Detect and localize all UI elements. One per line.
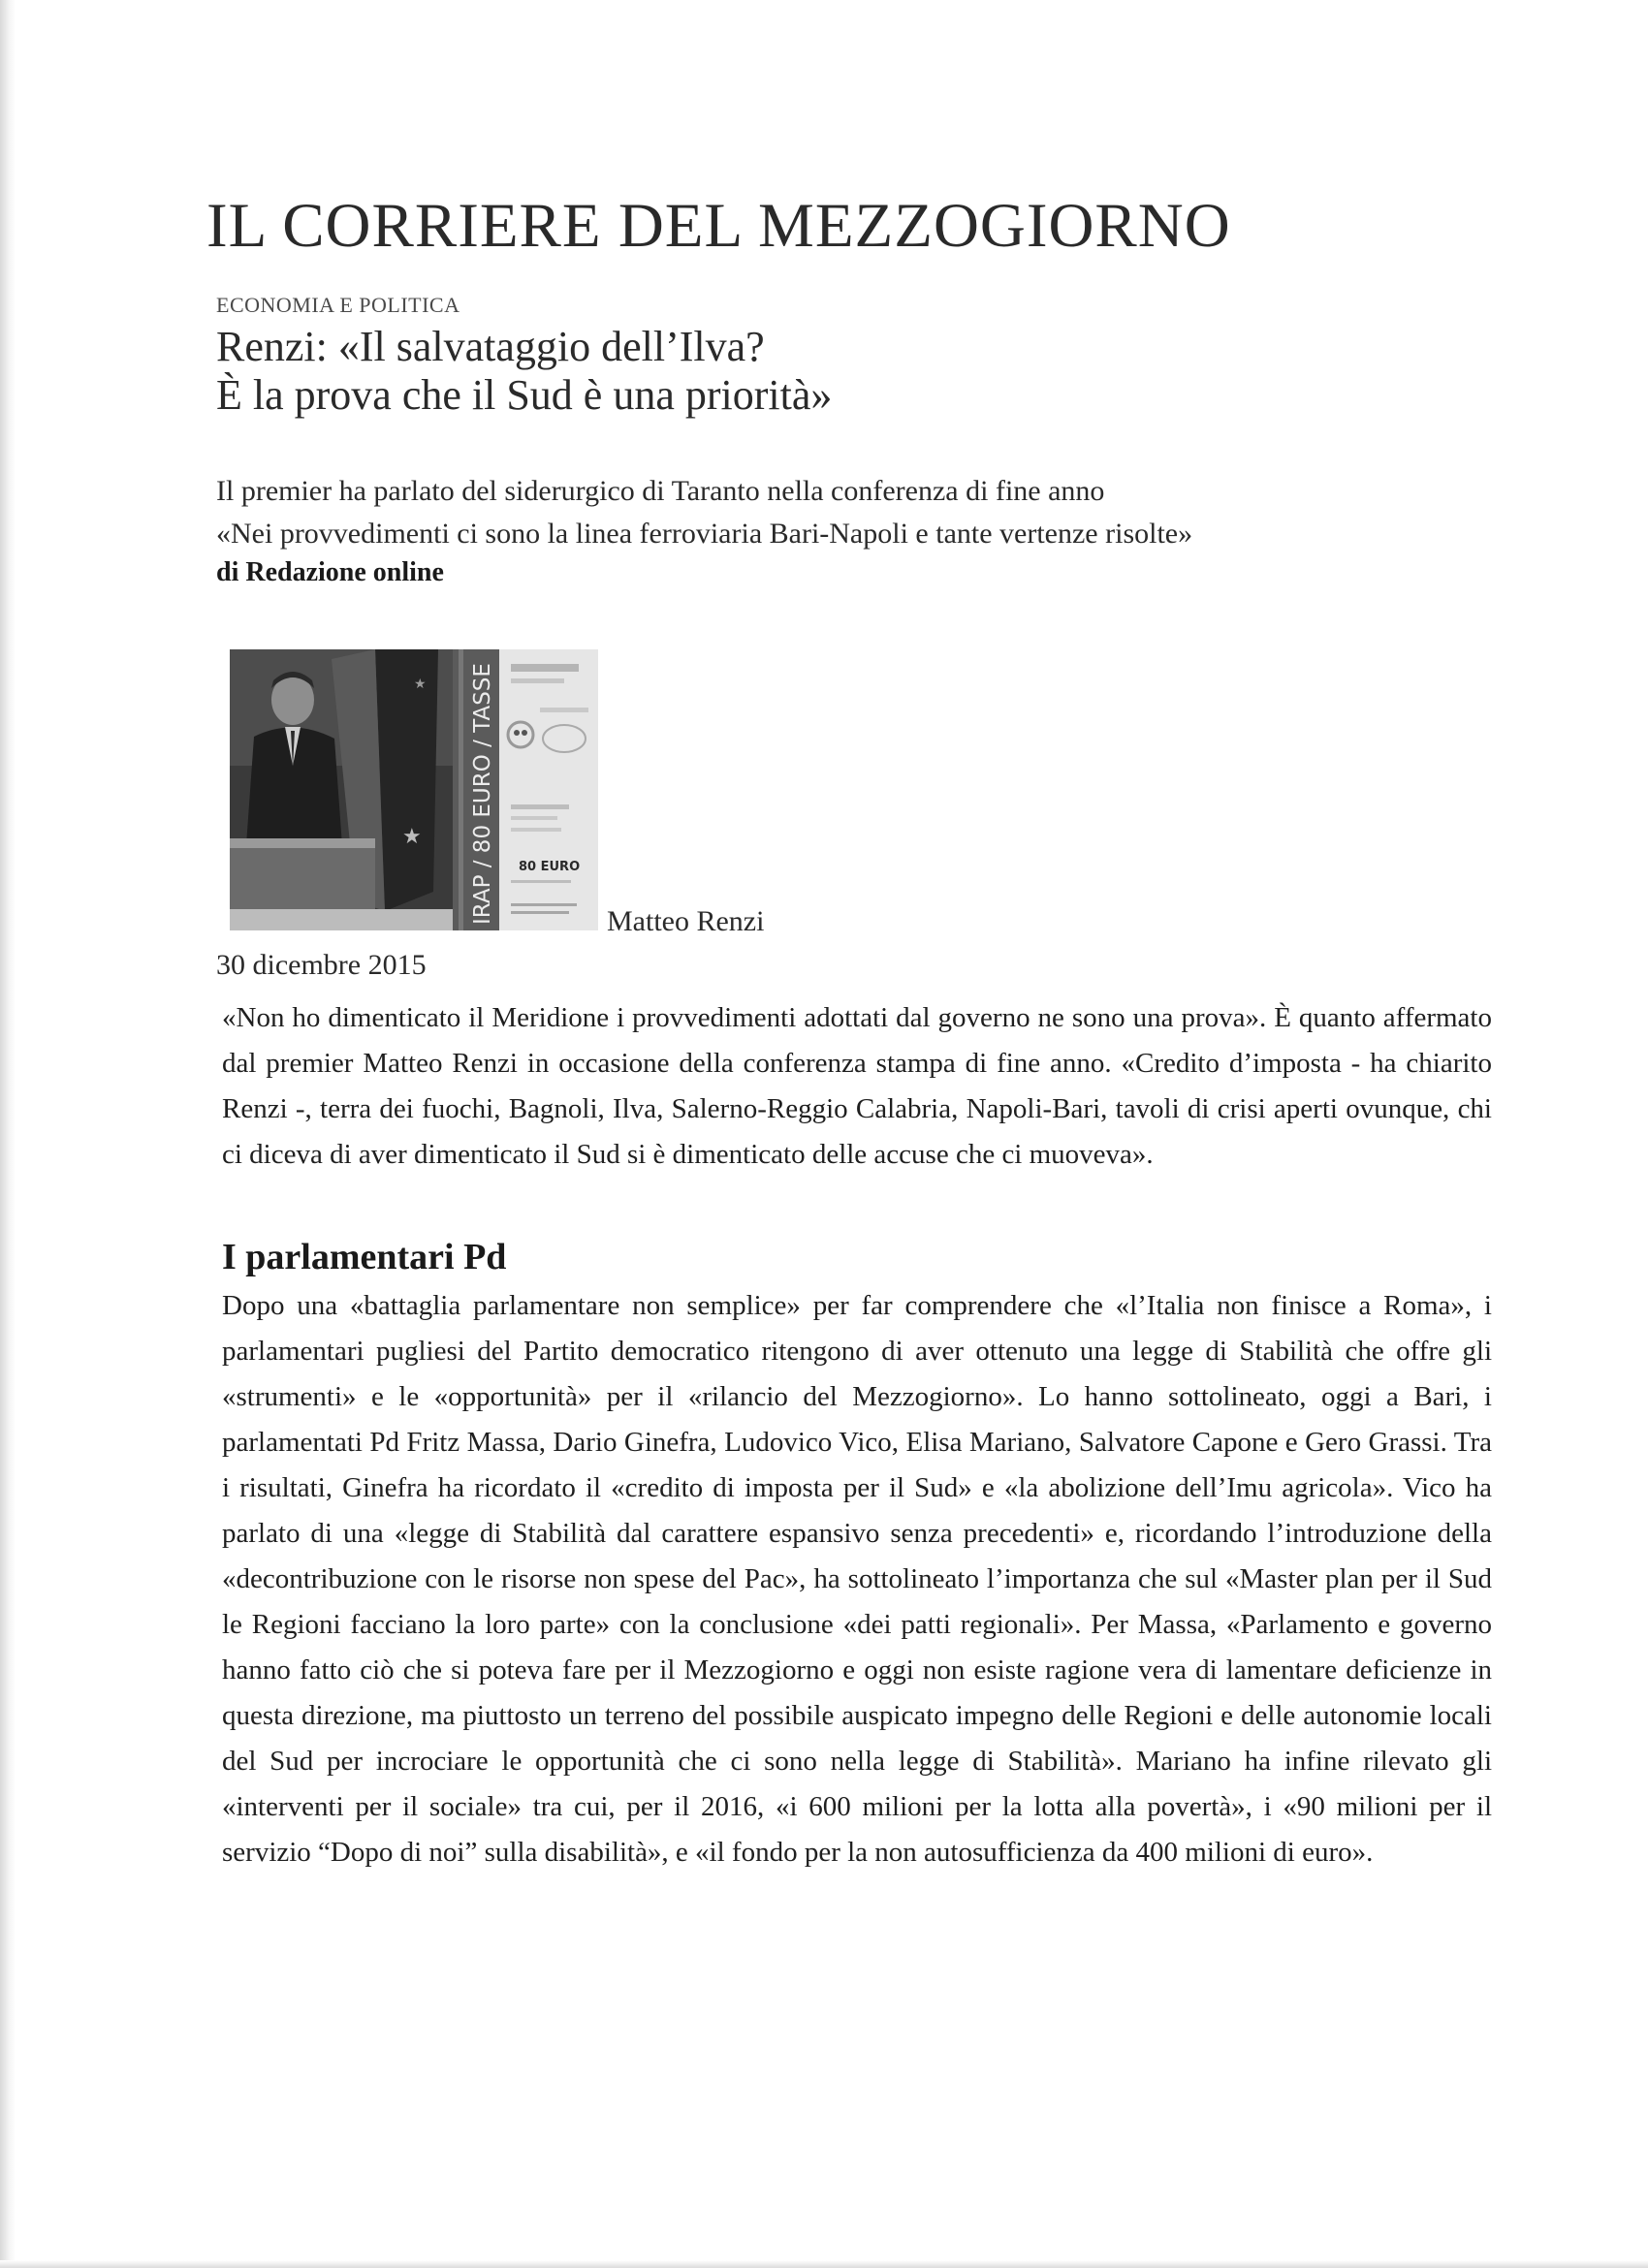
subtitle-line-1: Il premier ha parlato del siderurgico di Taranto nella conferenza di fine anno bbox=[216, 475, 1105, 507]
paragraph-1: «Non ho dimenticato il Meridione i provvedimenti adottati dal governo ne sono una prova». È quanto affermato dal premier Matteo Renzi in occasione della conferenza stampa di fine anno. «Credito d’imposta - ha chiarito Renzi -, terra dei fuochi, Bagnoli, Ilva, Salerno-Reggio Calabria, Napoli-Bari, tavoli di crisi aperti ovunque, chi ci diceva di aver dimenticato il Sud si è dimenticato delle accuse che ci muoveva». bbox=[222, 1002, 1492, 1170]
scan-edge bbox=[0, 0, 16, 2268]
article-date: 30 dicembre 2015 bbox=[216, 949, 427, 981]
headline-line-1: Renzi: «Il salvataggio dell’Ilva? bbox=[216, 323, 765, 370]
section-label: ECONOMIA E POLITICA bbox=[216, 293, 460, 317]
byline: di Redazione online bbox=[216, 557, 444, 587]
article-photo bbox=[230, 649, 598, 930]
photo-banner-text: IRAP / 80 EURO / TASSE bbox=[470, 663, 495, 925]
paragraph-2: Dopo una «battaglia parlamentare non semplice» per far comprendere che «l’Italia non finisce a Roma», i parlamentari pugliesi del Partito democratico ritengono di aver ottenuto una legge di Stabilità che offre gli «strumenti» e le «opportunità» per il «rilancio del Mezzogiorno». Lo hanno sottolineato, oggi a Bari, i parlamentati Pd Fritz Massa, Dario Ginefra, Ludovico Vico, Elisa Mariano, Salvatore Capone e Gero Grassi. Tra i risultati, Ginefra ha ricordato il «credito di imposta per il Sud» e «la abolizione dell’Imu agricola». Vico ha parlato di una «legge di Stabilità dal carattere espansivo senza precedenti» e, ricordando l’introduzione della «decontribuzione con le risorse non spese del Pac», ha sottolineato l’importanza che sul «Master plan per il Sud le Regioni facciano la loro parte» con la conclusione «dei patti regionali». Per Massa, «Parlamento e governo hanno fatto ciò che si poteva fare per il Mezzogiorno e oggi non esiste ragione vera di lamentare deficienze in questa direzione, ma piuttosto un terreno del possibile auspicato impegno delle Regioni e delle autonomie locali del Sud per incrociare le opportunità che ci sono nella legge di Stabilità». Mariano ha infine rilevato gli «interventi per il sociale» tra cui, per il 2016, «i 600 milioni per la lotta alla povertà», i «90 milioni per il servizio “Dopo di noi” sulla disabilità», e «il fondo per la non autosufficienza da 400 milioni di euro». bbox=[222, 1290, 1492, 1868]
subheading: I parlamentari Pd bbox=[222, 1237, 507, 1277]
scan-edge-bottom bbox=[0, 2260, 1648, 2268]
subtitle bbox=[216, 470, 1192, 555]
masthead: IL CORRIERE DEL MEZZOGIORNO bbox=[206, 191, 1231, 261]
svg-text:★: ★ bbox=[414, 677, 427, 692]
svg-text:★: ★ bbox=[402, 825, 422, 849]
headline bbox=[216, 323, 832, 420]
photo-caption: Matteo Renzi bbox=[607, 905, 765, 937]
headline-line-2: È la prova che il Sud è una priorità» bbox=[216, 371, 833, 419]
subtitle-line-2: «Nei provvedimenti ci sono la linea ferroviaria Bari-Napoli e tante vertenze risolte» bbox=[216, 518, 1193, 550]
photo-sign-text: 80 EURO bbox=[519, 860, 581, 874]
